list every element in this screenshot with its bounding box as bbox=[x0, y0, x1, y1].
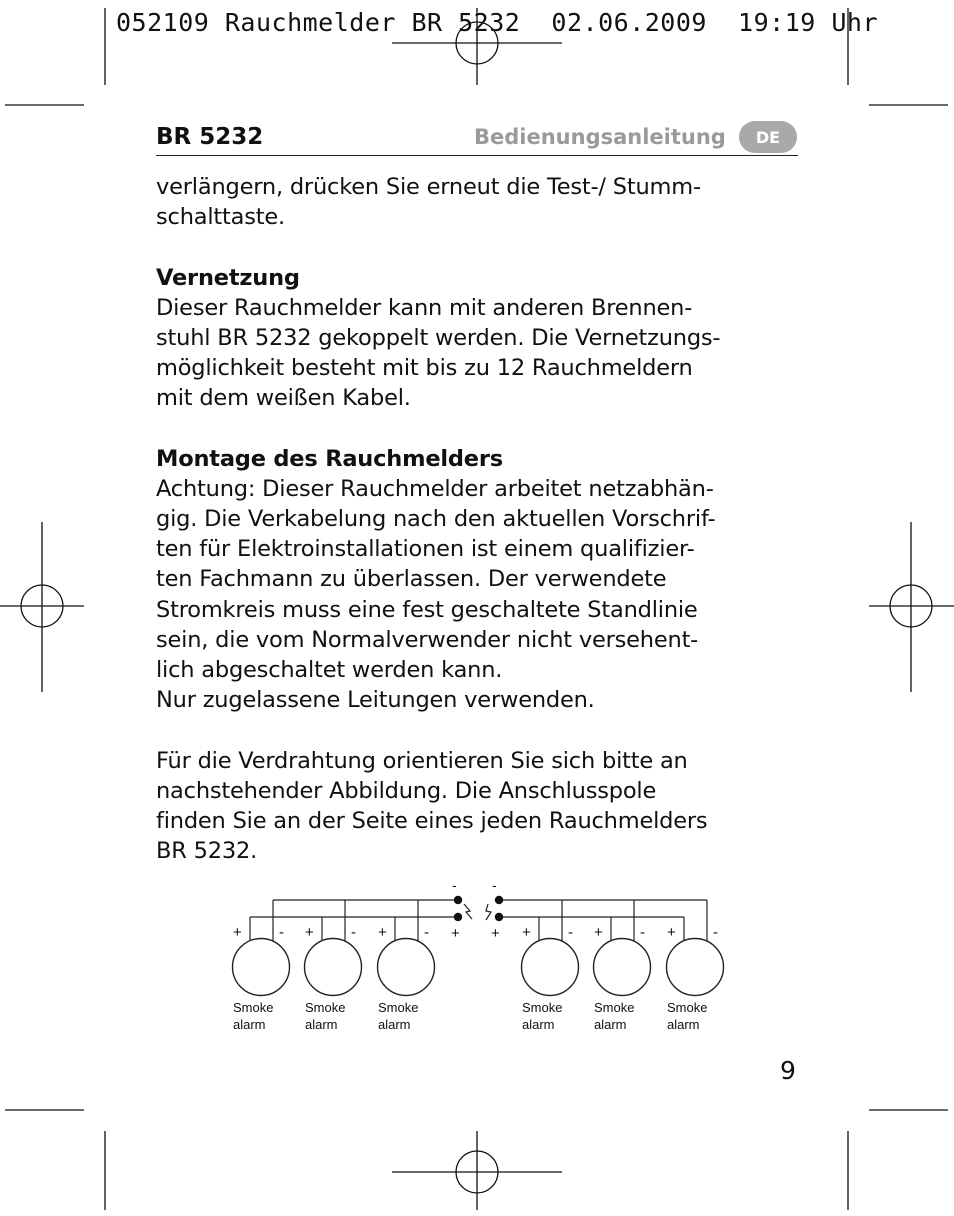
text-line: Nur zugelassene Leitungen verwenden. bbox=[156, 687, 595, 714]
text-line: Achtung: Dieser Rauchmelder arbeitet netzabhän- bbox=[156, 475, 714, 502]
text-line: sein, die vom Normalverwender nicht versehent- bbox=[156, 626, 699, 653]
alarm-minus-label: - bbox=[568, 924, 573, 941]
wiring-diagram bbox=[220, 876, 740, 1046]
terminal-minus-label: - bbox=[492, 877, 497, 893]
alarm-plus-label: + bbox=[594, 924, 603, 941]
language-badge-label: DE bbox=[755, 127, 781, 147]
alarm-label-alarm: alarm bbox=[378, 1017, 411, 1032]
section-heading-montage: Montage des Rauchmelders bbox=[156, 445, 503, 472]
terminal-plus-label: + bbox=[491, 925, 500, 942]
text-line: BR 5232. bbox=[156, 838, 258, 865]
alarm-label-alarm: alarm bbox=[594, 1017, 627, 1032]
alarm-label-alarm: alarm bbox=[233, 1017, 266, 1032]
alarm-label-smoke: Smoke bbox=[594, 1000, 635, 1015]
alarm-label-smoke: Smoke bbox=[305, 1000, 346, 1015]
alarm-label-smoke: Smoke bbox=[378, 1000, 419, 1015]
document-type: Bedienungsanleitung bbox=[474, 125, 726, 149]
page-number: 9 bbox=[780, 1056, 796, 1085]
model-title: BR 5232 bbox=[156, 124, 264, 150]
text-line: schalttaste. bbox=[156, 204, 285, 231]
smoke-alarm-circle bbox=[305, 939, 362, 996]
header-rule bbox=[156, 155, 798, 156]
smoke-alarm-circle bbox=[378, 939, 435, 996]
connection-mark bbox=[486, 904, 491, 920]
text-line: nachstehender Abbildung. Die Anschlusspole bbox=[156, 777, 657, 804]
alarm-label-smoke: Smoke bbox=[667, 1000, 708, 1015]
text-line: verlängern, drücken Sie erneut die Test-/ Stumm- bbox=[156, 174, 701, 200]
alarm-label-smoke: Smoke bbox=[522, 1000, 563, 1015]
section-heading-vernetzung: Vernetzung bbox=[156, 264, 300, 291]
language-badge bbox=[739, 121, 797, 153]
terminal-dot bbox=[454, 913, 462, 921]
alarm-plus-label: + bbox=[233, 924, 242, 941]
alarm-label-alarm: alarm bbox=[305, 1017, 338, 1032]
alarm-label-smoke: Smoke bbox=[233, 1000, 274, 1015]
terminal-dot bbox=[495, 913, 503, 921]
alarm-label-alarm: alarm bbox=[522, 1017, 555, 1032]
terminal-dot bbox=[495, 896, 503, 904]
terminal-dot bbox=[454, 896, 462, 904]
print-slug: 052109 Rauchmelder BR 5232 02.06.2009 19:19 Uhr bbox=[116, 8, 879, 37]
text-line: lich abgeschaltet werden kann. bbox=[156, 657, 503, 683]
text-line: möglichkeit besteht mit bis zu 12 Rauchmeldern bbox=[156, 355, 693, 382]
alarm-plus-label: + bbox=[522, 924, 531, 941]
alarm-label-alarm: alarm bbox=[667, 1017, 700, 1032]
smoke-alarm-circle bbox=[667, 939, 724, 996]
alarm-minus-label: - bbox=[640, 924, 645, 941]
text-line: ten für Elektroinstallationen ist einem qualifizier- bbox=[156, 536, 695, 563]
alarm-minus-label: - bbox=[424, 924, 429, 941]
text-line: gig. Die Verkabelung nach den aktuellen Vorschrif- bbox=[156, 506, 716, 533]
connection-mark bbox=[464, 904, 472, 919]
alarm-plus-label: + bbox=[378, 924, 387, 941]
text-line: stuhl BR 5232 gekoppelt werden. Die Vernetzungs- bbox=[156, 324, 721, 351]
alarm-minus-label: - bbox=[279, 924, 284, 941]
text-line: ten Fachmann zu überlassen. Der verwendete bbox=[156, 566, 667, 593]
text-line: mit dem weißen Kabel. bbox=[156, 385, 411, 412]
terminal-minus-label: - bbox=[452, 877, 457, 893]
text-line: Für die Verdrahtung orientieren Sie sich bitte an bbox=[156, 747, 688, 774]
smoke-alarm-circle bbox=[522, 939, 579, 996]
text-line: Stromkreis muss eine fest geschaltete Standlinie bbox=[156, 596, 698, 623]
alarm-minus-label: - bbox=[713, 924, 718, 941]
alarm-minus-label: - bbox=[351, 924, 356, 941]
terminal-plus-label: + bbox=[451, 925, 460, 942]
body-text bbox=[156, 172, 806, 866]
alarm-plus-label: + bbox=[667, 924, 676, 941]
text-line: finden Sie an der Seite eines jeden Rauchmelders bbox=[156, 807, 708, 834]
smoke-alarm-circle bbox=[594, 939, 651, 996]
smoke-alarm-circle bbox=[233, 939, 290, 996]
text-line: Dieser Rauchmelder kann mit anderen Brennen- bbox=[156, 294, 693, 321]
alarm-plus-label: + bbox=[305, 924, 314, 941]
